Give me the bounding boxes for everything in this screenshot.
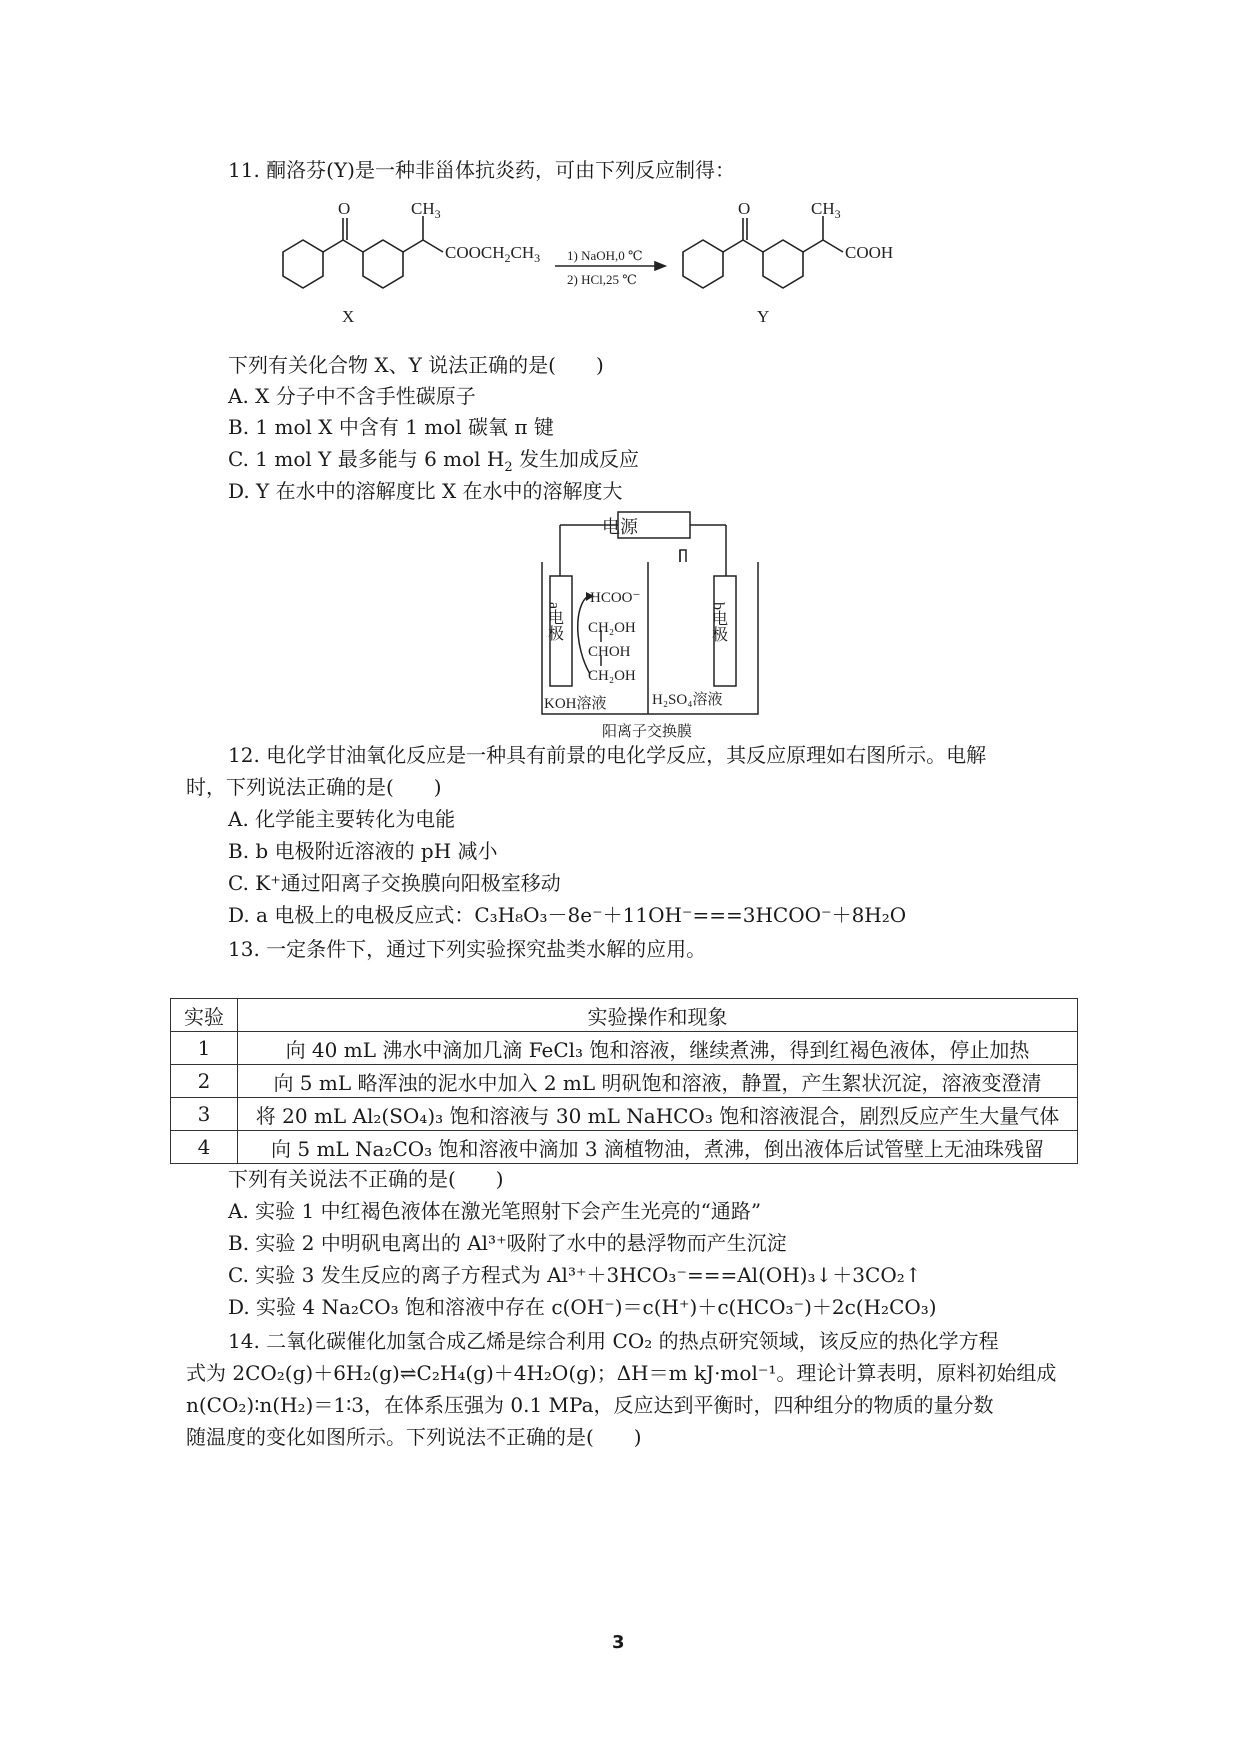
table-cell-num: 4 (171, 1131, 238, 1164)
glycerol-ch2oh-bottom: CH₂OH (588, 668, 636, 684)
h2so4-solution-label: H₂SO₄溶液 (652, 692, 723, 708)
q11-option-b: B. 1 mol X 中含有 1 mol 碳氧 π 键 (228, 415, 554, 439)
condition-2: 2) HCl,25 ℃ (567, 272, 637, 287)
q14-line4: 随温度的变化如图所示。下列说法不正确的是( ) (186, 1425, 642, 1449)
electrolysis-cell-diagram (530, 506, 770, 746)
table-row (171, 1131, 1078, 1164)
x-ch3-label: $CH_3$ (411, 200, 441, 221)
q14-line2: 式为 2CO₂(g)＋6H₂(g)⇌C₂H₄(g)＋4H₂O(g)；ΔH＝m kJ·mol⁻¹。理论计算表明，原料初始组成 (186, 1361, 1057, 1385)
page-number: 3 (612, 1632, 625, 1653)
membrane-label: 阳离子交换膜 (602, 724, 693, 740)
q13-option-c: C. 实验 3 发生反应的离子方程式为 Al³⁺＋3HCO₃⁻===Al(OH)₃↓＋3CO₂↑ (228, 1263, 922, 1287)
table-cell-num: 2 (171, 1065, 238, 1098)
q13-stem: 13. 一定条件下，通过下列实验探究盐类水解的应用。 (228, 937, 707, 961)
q11-option-d: D. Y 在水中的溶解度比 X 在水中的溶解度大 (228, 479, 623, 503)
q12-option-c: C. K⁺通过阳离子交换膜向阳极室移动 (228, 871, 561, 895)
table-cell-num: 3 (171, 1098, 238, 1131)
glycerol-ch2oh-top: CH₂OH (588, 620, 636, 636)
y-acid-label: COOH (845, 243, 894, 262)
table-header-row (171, 999, 1078, 1032)
q11-option-c: C. 1 mol Y 最多能与 6 mol $H_2$ 发生加成反应 (228, 447, 639, 475)
koh-solution-label: KOH溶液 (544, 696, 607, 712)
table-row (171, 1032, 1078, 1065)
q14-line1: 14. 二氧化碳催化加氢合成乙烯是综合利用 CO₂ 的热点研究领域，该反应的热化学方程 (228, 1329, 999, 1353)
y-oxygen-label: O (738, 200, 751, 218)
table-cell-text: 向 5 mL Na₂CO₃ 饱和溶液中滴加 3 滴植物油，煮沸，倒出液体后试管壁上无油珠残留 (238, 1131, 1078, 1164)
table-row (171, 1098, 1078, 1131)
table-cell-text: 向 5 mL 略浑浊的泥水中加入 2 mL 明矾饱和溶液，静置，产生絮状沉淀，溶液变澄清 (238, 1065, 1078, 1098)
q12-option-b: B. b 电极附近溶液的 pH 减小 (228, 839, 498, 863)
q12-stem-line2: 时，下列说法正确的是( ) (186, 775, 442, 799)
q13-option-d: D. 实验 4 Na₂CO₃ 饱和溶液中存在 c(OH⁻)＝c(H⁺)＋c(HCO₃⁻)＋2c(H₂CO₃) (228, 1295, 937, 1319)
q12-option-a: A. 化学能主要转化为电能 (228, 807, 456, 831)
b-electrode-label: b电极 (709, 602, 727, 642)
condition-1: 1) NaOH,0 ℃ (567, 248, 643, 263)
q13-question: 下列有关说法不正确的是( ) (228, 1167, 504, 1191)
reaction-scheme (255, 200, 895, 328)
table-cell-num: 1 (171, 1032, 238, 1065)
x-label: X (342, 307, 355, 326)
glycerol-choh: CHOH (588, 644, 631, 660)
q11-stem: 11. 酮洛芬(Y)是一种非甾体抗炎药，可由下列反应制得： (228, 158, 735, 182)
power-label: 电源 (602, 517, 638, 537)
q13-option-a: A. 实验 1 中红褐色液体在激光笔照射下会产生光亮的“通路” (228, 1199, 762, 1223)
q14-line3: n(CO₂)∶n(H₂)＝1∶3，在体系压强为 0.1 MPa，反应达到平衡时，四种组分的物质的量分数 (186, 1393, 994, 1417)
q12-option-d: D. a 电极上的电极反应式：C₃H₈O₃－8e⁻＋11OH⁻===3HCOO⁻＋8H₂O (228, 903, 907, 927)
x-oxygen-label: O (338, 200, 351, 218)
q11-question: 下列有关化合物 X、Y 说法正确的是( ) (228, 353, 604, 377)
table-cell-text: 将 20 mL Al₂(SO₄)₃ 饱和溶液与 30 mL NaHCO₃ 饱和溶液混合，剧烈反应产生大量气体 (238, 1098, 1078, 1131)
q13-option-b: B. 实验 2 中明矾电离出的 Al³⁺吸附了水中的悬浮物而产生沉淀 (228, 1231, 787, 1255)
a-electrode-label: a电极 (545, 602, 563, 642)
q12-stem-line1: 12. 电化学甘油氧化反应是一种具有前景的电化学反应，其反应原理如右图所示。电解 (228, 743, 987, 767)
hcoo-label: HCOO⁻ (590, 590, 641, 606)
table-header-experiment: 实验 (171, 999, 238, 1032)
experiment-table (170, 998, 1078, 1164)
table-row (171, 1065, 1078, 1098)
y-ch3-label: $CH_3$ (811, 200, 841, 221)
q11-option-a: A. X 分子中不含手性碳原子 (228, 384, 476, 408)
y-label: Y (757, 307, 770, 326)
x-ester-label: $COOCH_2CH_3$ (445, 243, 541, 265)
table-header-operation: 实验操作和现象 (238, 999, 1078, 1032)
table-cell-text: 向 40 mL 沸水中滴加几滴 FeCl₃ 饱和溶液，继续煮沸，得到红褐色液体，停止加热 (238, 1032, 1078, 1065)
